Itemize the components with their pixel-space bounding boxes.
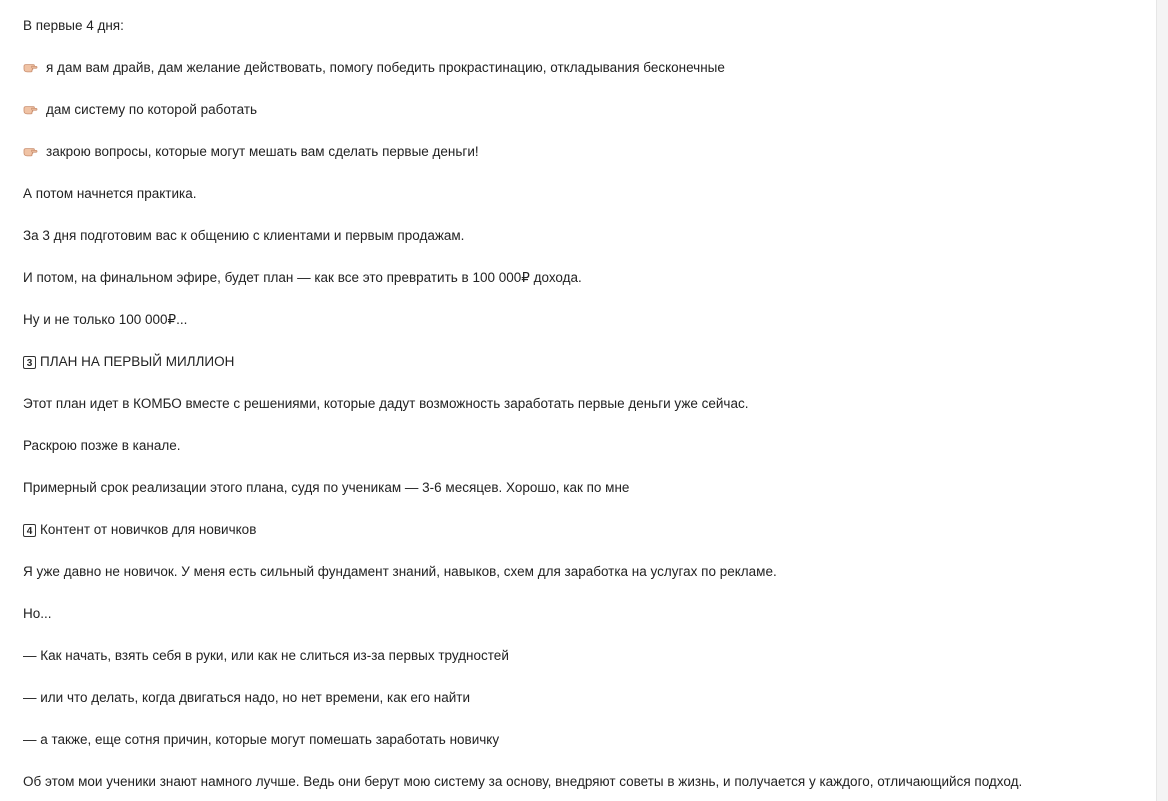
- pointing-finger-icon: [23, 145, 40, 159]
- paragraph-text: дам систему по которой работать: [46, 102, 258, 117]
- paragraph-text: И потом, на финальном эфире, будет план — как все это превратить в 100 000₽ дохода.: [23, 270, 582, 285]
- paragraph: [23, 773, 1143, 791]
- pointing-finger-icon: [23, 103, 40, 117]
- paragraph: [23, 731, 1143, 749]
- paragraph-text: Раскрою позже в канале.: [23, 438, 181, 453]
- paragraph-text: закрою вопросы, которые могут мешать вам сделать первые деньги!: [46, 144, 479, 159]
- paragraph: [23, 227, 1143, 245]
- paragraph: [23, 17, 1143, 35]
- pointing-finger-icon: [23, 61, 40, 75]
- paragraph-text: Ну и не только 100 000₽...: [23, 312, 188, 327]
- keycap-3-icon: 3: [23, 356, 36, 369]
- paragraph: [23, 647, 1143, 665]
- paragraph-text: я дам вам драйв, дам желание действовать, помогу победить прокрастинацию, откладывания бесконечные: [46, 60, 725, 75]
- paragraph: [23, 395, 1143, 413]
- paragraph-text: В первые 4 дня:: [23, 18, 124, 33]
- paragraph-text: Об этом мои ученики знают намного лучше. Ведь они берут мою систему за основу, внедряют советы в жизнь, и получается у каждого, отличающийся подход.: [23, 774, 1023, 789]
- paragraph-text: — а также, еще сотня причин, которые могут помешать заработать новичку: [23, 732, 500, 747]
- paragraph-text: Но...: [23, 606, 52, 621]
- paragraph-text: Этот план идет в КОМБО вместе с решениями, которые дадут возможность заработать первые деньги уже сейчас.: [23, 396, 749, 411]
- paragraph: [23, 563, 1143, 581]
- section-heading: [23, 521, 1143, 539]
- paragraph: [23, 437, 1143, 455]
- paragraph: [23, 689, 1143, 707]
- paragraph-text: — или что делать, когда двигаться надо, но нет времени, как его найти: [23, 690, 470, 705]
- paragraph-text: ПЛАН НА ПЕРВЫЙ МИЛЛИОН: [40, 354, 235, 369]
- paragraph-text: Контент от новичков для новичков: [40, 522, 257, 537]
- keycap-4-icon: 4: [23, 524, 36, 537]
- paragraph-text: За 3 дня подготовим вас к общению с клиентами и первым продажам.: [23, 228, 465, 243]
- paragraph-text: — Как начать, взять себя в руки, или как не слиться из-за первых трудностей: [23, 648, 509, 663]
- paragraph: [23, 269, 1143, 287]
- vertical-scrollbar[interactable]: [1156, 0, 1168, 801]
- section-heading: [23, 353, 1143, 371]
- bullet-paragraph: [23, 143, 1143, 161]
- bullet-paragraph: [23, 101, 1143, 119]
- paragraph-text: Примерный срок реализации этого плана, судя по ученикам — 3-6 месяцев. Хорошо, как по мне: [23, 480, 630, 495]
- post-body: [23, 17, 1143, 801]
- paragraph: [23, 605, 1143, 623]
- paragraph-text: А потом начнется практика.: [23, 186, 197, 201]
- bullet-paragraph: [23, 59, 1143, 77]
- paragraph-text: Я уже давно не новичок. У меня есть сильный фундамент знаний, навыков, схем для заработка на услугах по рекламе.: [23, 564, 777, 579]
- paragraph: [23, 311, 1143, 329]
- paragraph: [23, 479, 1143, 497]
- paragraph: [23, 185, 1143, 203]
